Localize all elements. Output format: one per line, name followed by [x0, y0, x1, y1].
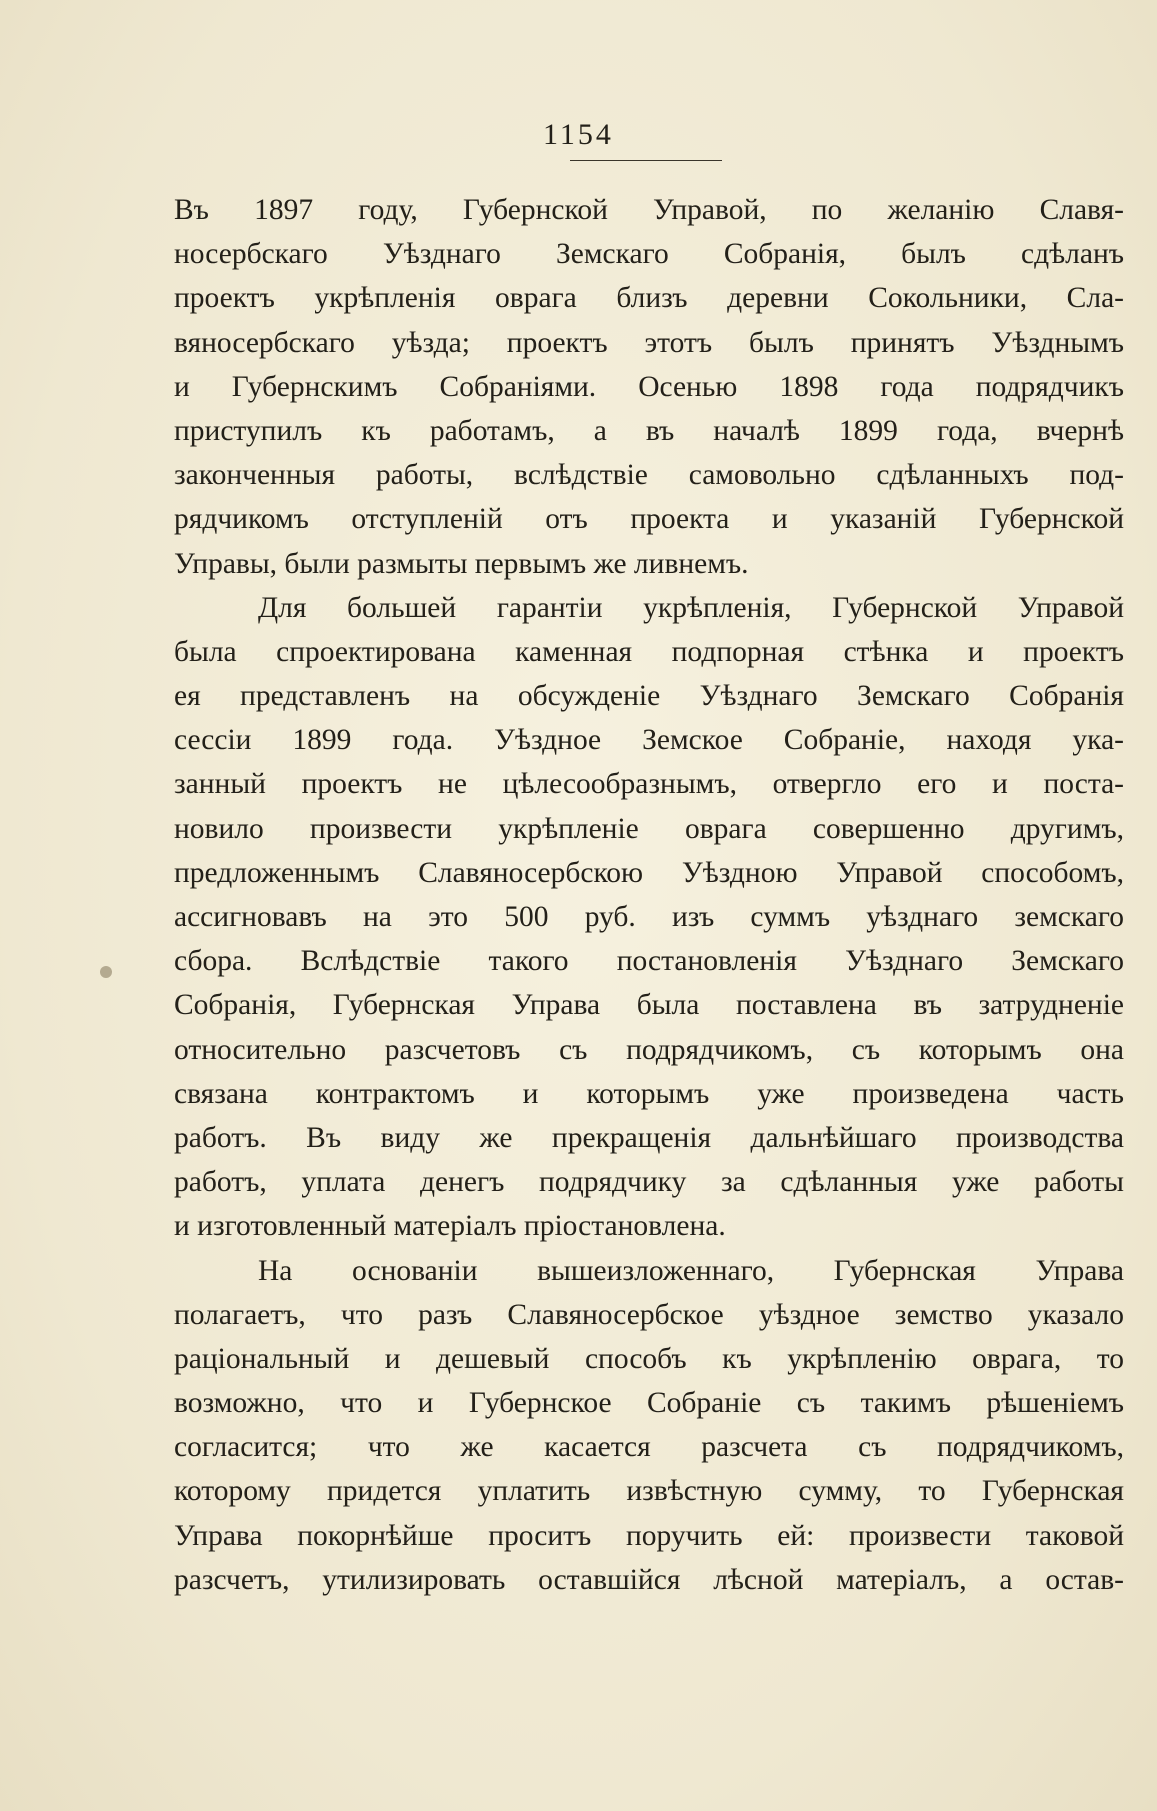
page-number-rule: [570, 160, 722, 161]
margin-ink-mark: [100, 966, 112, 978]
text-line: рядчикомъ отступленій отъ проекта и указаній Губернской: [174, 503, 1124, 536]
text-line: раціональный и дешевый способъ къ укрѣпленію оврага, то: [174, 1342, 1124, 1375]
text-line: разсчетъ, утилизировать оставшійся лѣсной матеріалъ, а остав-: [174, 1563, 1124, 1596]
text-line: проектъ укрѣпленія оврага близъ деревни Сокольники, Сла-: [174, 282, 1124, 315]
text-line: носербскаго Уѣзднаго Земскаго Собранія, былъ сдѣланъ: [174, 238, 1124, 271]
text-line: ея представленъ на обсужденіе Уѣзднаго Земскаго Собранія: [174, 680, 1124, 713]
text-line: занный проектъ не цѣлесообразнымъ, отвергло его и поста-: [174, 768, 1124, 801]
text-line: полагаетъ, что разъ Славяносербское уѣздное земство указало: [174, 1298, 1124, 1331]
text-line: работъ, уплата денегъ подрядчику за сдѣланныя уже работы: [174, 1166, 1124, 1199]
text-line: согласится; что же касается разсчета съ подрядчикомъ,: [174, 1431, 1124, 1464]
text-line: приступилъ къ работамъ, а въ началѣ 1899 года, вчернѣ: [174, 414, 1124, 447]
body-text: [174, 188, 1124, 1602]
text-line: сессіи 1899 года. Уѣздное Земское Собраніе, находя ука-: [174, 724, 1124, 757]
text-line: законченныя работы, вслѣдствіе самовольно сдѣланныхъ под-: [174, 459, 1124, 492]
text-line: и Губернскимъ Собраніями. Осенью 1898 года подрядчикъ: [174, 370, 1124, 403]
text-line: Для большей гарантіи укрѣпленія, Губернской Управой: [258, 591, 1124, 624]
text-line: и изготовленный матеріалъ пріостановлена.: [174, 1210, 726, 1243]
text-line: связана контрактомъ и которымъ уже произведена часть: [174, 1077, 1124, 1110]
text-line: Управа покорнѣйше проситъ поручить ей: произвести таковой: [174, 1519, 1124, 1552]
text-line: новило произвести укрѣпленіе оврага совершенно другимъ,: [174, 812, 1124, 845]
text-line: Въ 1897 году, Губернской Управой, по желанію Славя-: [174, 194, 1124, 226]
text-line: вяносербскаго уѣзда; проектъ этотъ былъ принятъ Уѣзднымъ: [174, 326, 1124, 359]
page-number: 1154: [543, 118, 614, 151]
text-line: была спроектирована каменная подпорная стѣнка и проектъ: [174, 635, 1124, 668]
text-line: возможно, что и Губернское Собраніе съ такимъ рѣшеніемъ: [174, 1387, 1124, 1420]
text-line: предложеннымъ Славяносербскою Уѣздною Управой способомъ,: [174, 856, 1124, 889]
text-line: Собранія, Губернская Управа была поставлена въ затрудненіе: [174, 989, 1124, 1022]
text-line: сбора. Вслѣдствіе такого постановленія Уѣзднаго Земскаго: [174, 945, 1124, 978]
text-line: работъ. Въ виду же прекращенія дальнѣйшаго производства: [174, 1121, 1124, 1154]
text-line: которому придется уплатить извѣстную сумму, то Губернская: [174, 1475, 1124, 1508]
text-line: На основаніи вышеизложеннаго, Губернская Управа: [258, 1254, 1124, 1287]
text-line: относительно разсчетовъ съ подрядчикомъ, съ которымъ она: [174, 1033, 1124, 1066]
text-line: ассигновавъ на это 500 руб. изъ суммъ уѣзднаго земскаго: [174, 901, 1124, 933]
text-line: Управы, были размыты первымъ же ливнемъ.: [174, 547, 749, 580]
